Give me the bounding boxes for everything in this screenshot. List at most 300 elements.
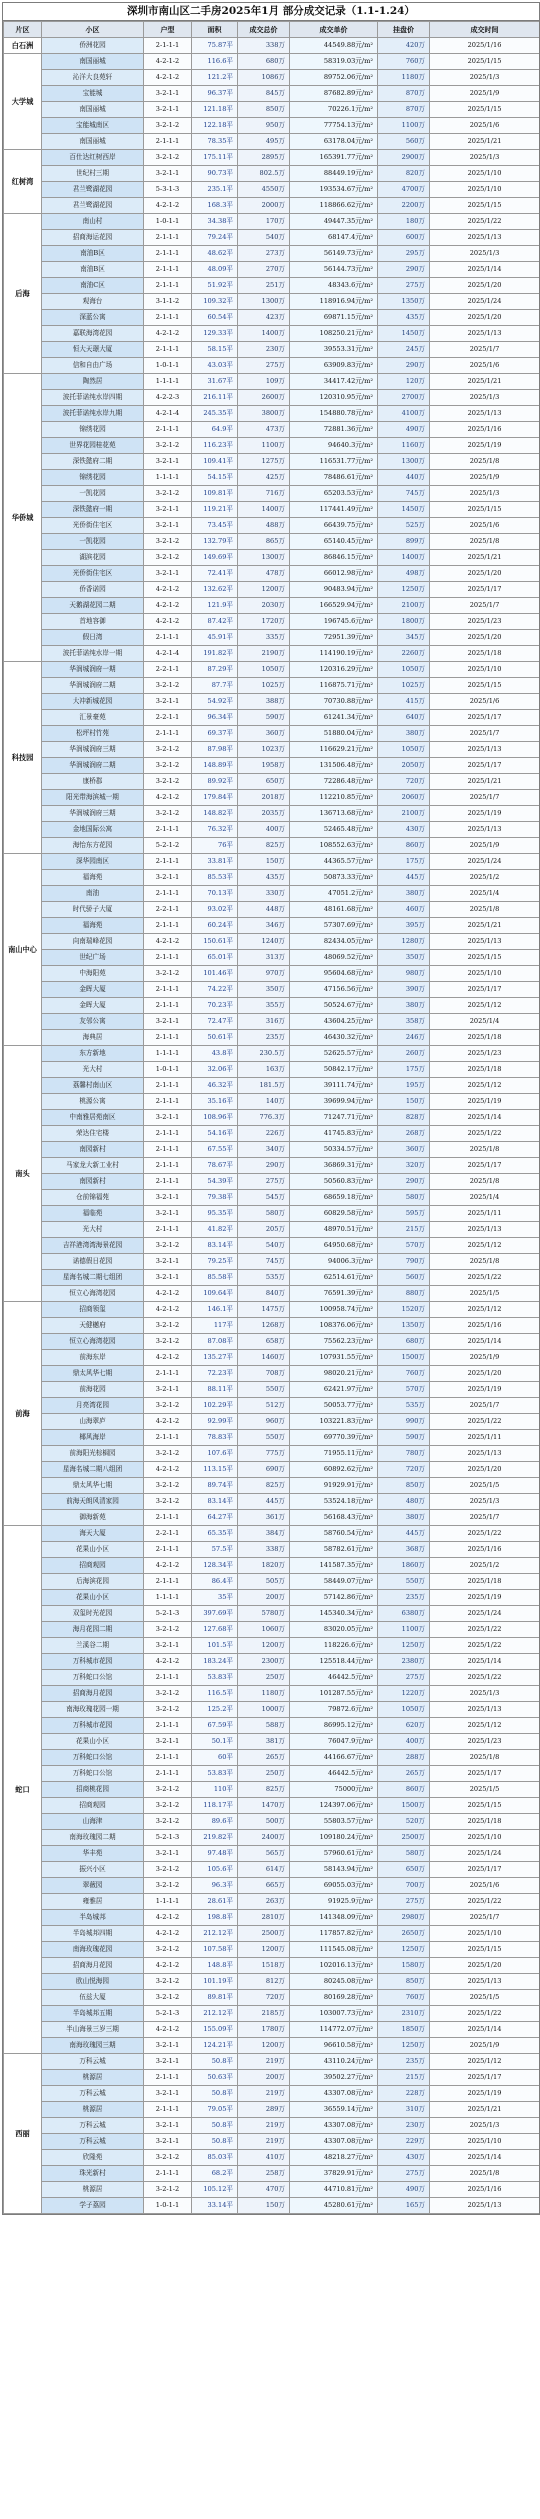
unit-price-cell: 46442.5元/m² [290,1670,378,1686]
community-cell: 伍兹大厦 [42,1990,144,2006]
area-cell: 132.62平 [192,582,238,598]
unit-price-cell: 56149.73元/m² [290,246,378,262]
listing-price-cell: 498万 [378,566,430,582]
room-type-cell: 4-2-1-2 [144,1462,192,1478]
unit-price-cell: 87682.89元/m² [290,86,378,102]
table-row [4,550,540,566]
deal-date-cell: 2025/1/22 [430,214,540,230]
deal-date-cell: 2025/1/8 [430,454,540,470]
listing-price-cell: 1250万 [378,1638,430,1654]
listing-price-cell: 1850万 [378,2022,430,2038]
deal-date-cell: 2025/1/18 [430,1030,540,1046]
deal-date-cell: 2025/1/10 [430,966,540,982]
table-row [4,374,540,390]
table-row [4,1286,540,1302]
unit-price-cell: 44365.57元/m² [290,854,378,870]
deal-date-cell: 2025/1/13 [430,822,540,838]
table-row [4,342,540,358]
unit-price-cell: 48069.52元/m² [290,950,378,966]
room-type-cell: 2-1-1-1 [144,1670,192,1686]
unit-price-cell: 124397.06元/m² [290,1798,378,1814]
table-row [4,790,540,806]
table-row [4,902,540,918]
total-price-cell: 550万 [238,1382,290,1398]
listing-price-cell: 275万 [378,278,430,294]
listing-price-cell: 1280万 [378,934,430,950]
total-price-cell: 2895万 [238,150,290,166]
area-cell: 90.73平 [192,166,238,182]
listing-price-cell: 520万 [378,1814,430,1830]
table-row [4,198,540,214]
community-cell: 山海津 [42,1814,144,1830]
district-cell: 蛇口 [4,1526,42,2054]
listing-price-cell: 850万 [378,1478,430,1494]
total-price-cell: 361万 [238,1510,290,1526]
area-cell: 146.1平 [192,1302,238,1318]
community-cell: 万科城市花园 [42,1654,144,1670]
room-type-cell: 2-1-1-1 [144,982,192,998]
community-cell: 马家龙大新工业村 [42,1158,144,1174]
area-cell: 60平 [192,1750,238,1766]
transaction-table [3,21,540,2214]
listing-price-cell: 2310万 [378,2006,430,2022]
area-cell: 105.6平 [192,1862,238,1878]
total-price-cell: 588万 [238,1718,290,1734]
room-type-cell: 3-2-1-1 [144,1014,192,1030]
room-type-cell: 3-2-1-1 [144,1846,192,1862]
room-type-cell: 2-2-1-1 [144,710,192,726]
community-cell: 花果山小区 [42,1542,144,1558]
total-price-cell: 802.5万 [238,166,290,182]
header-row [4,22,540,38]
unit-price-cell: 94640.3元/m² [290,438,378,454]
area-cell: 60.54平 [192,310,238,326]
unit-price-cell: 69770.39元/m² [290,1430,378,1446]
area-cell: 50.8平 [192,2134,238,2150]
room-type-cell: 2-1-1-1 [144,1126,192,1142]
room-type-cell: 1-0-1-1 [144,1062,192,1078]
area-cell: 219.82平 [192,1830,238,1846]
total-price-cell: 1300万 [238,294,290,310]
community-cell: 御海新苑 [42,1510,144,1526]
room-type-cell: 3-2-1-2 [144,1686,192,1702]
community-cell: 仓前锦福苑 [42,1190,144,1206]
unit-price-cell: 56144.73元/m² [290,262,378,278]
community-cell: 恒立心海湾花园 [42,1286,144,1302]
listing-price-cell: 150万 [378,1094,430,1110]
unit-price-cell: 116875.71元/m² [290,678,378,694]
area-cell: 127.68平 [192,1622,238,1638]
listing-price-cell: 860万 [378,838,430,854]
room-type-cell: 1-1-1-1 [144,470,192,486]
table-row [4,1494,540,1510]
community-cell: 椰风海岸 [42,1430,144,1446]
total-price-cell: 219万 [238,2118,290,2134]
listing-price-cell: 275万 [378,1894,430,1910]
header-district: 片区 [4,22,42,38]
deal-date-cell: 2025/1/19 [430,1382,540,1398]
transaction-sheet [2,2,540,2215]
table-row [4,326,540,342]
total-price-cell: 235万 [238,1030,290,1046]
deal-date-cell: 2025/1/16 [430,1318,540,1334]
total-price-cell: 425万 [238,470,290,486]
deal-date-cell: 2025/1/13 [430,1222,540,1238]
area-cell: 43.03平 [192,358,238,374]
listing-price-cell: 180万 [378,214,430,230]
unit-price-cell: 154880.78元/m² [290,406,378,422]
deal-date-cell: 2025/1/8 [430,1750,540,1766]
area-cell: 79.24平 [192,230,238,246]
community-cell: 金晖大厦 [42,982,144,998]
unit-price-cell: 101287.55元/m² [290,1686,378,1702]
total-price-cell: 181.5万 [238,1078,290,1094]
table-row [4,1574,540,1590]
area-cell: 96.34平 [192,710,238,726]
table-row [4,1702,540,1718]
unit-price-cell: 193534.67元/m² [290,182,378,198]
table-row [4,1158,540,1174]
deal-date-cell: 2025/1/16 [430,422,540,438]
deal-date-cell: 2025/1/9 [430,1350,540,1366]
community-cell: 汇景豪苑 [42,710,144,726]
room-type-cell: 1-1-1-1 [144,1894,192,1910]
area-cell: 79.25平 [192,1254,238,1270]
room-type-cell: 2-1-1-1 [144,1750,192,1766]
unit-price-cell: 96610.58元/m² [290,2038,378,2054]
deal-date-cell: 2025/1/5 [430,1286,540,1302]
listing-price-cell: 275万 [378,1670,430,1686]
table-row [4,934,540,950]
room-type-cell: 2-1-1-1 [144,1174,192,1190]
room-type-cell: 3-2-1-2 [144,1318,192,1334]
total-price-cell: 2035万 [238,806,290,822]
area-cell: 101.5平 [192,1638,238,1654]
area-cell: 54.16平 [192,1126,238,1142]
area-cell: 155.09平 [192,2022,238,2038]
area-cell: 46.32平 [192,1078,238,1094]
community-cell: 锦绣花园 [42,422,144,438]
total-price-cell: 1958万 [238,758,290,774]
listing-price-cell: 2100万 [378,598,430,614]
table-row [4,742,540,758]
table-row [4,1062,540,1078]
total-price-cell: 825万 [238,838,290,854]
table-row [4,1382,540,1398]
listing-price-cell: 650万 [378,1862,430,1878]
deal-date-cell: 2025/1/4 [430,1014,540,1030]
deal-date-cell: 2025/1/24 [430,854,540,870]
deal-date-cell: 2025/1/7 [430,598,540,614]
table-row [4,950,540,966]
area-cell: 50.61平 [192,1030,238,1046]
table-row [4,214,540,230]
room-type-cell: 2-1-1-1 [144,278,192,294]
total-price-cell: 825万 [238,1478,290,1494]
area-cell: 87.42平 [192,614,238,630]
room-type-cell: 3-2-1-1 [144,102,192,118]
listing-price-cell: 460万 [378,902,430,918]
listing-price-cell: 860万 [378,1782,430,1798]
room-type-cell: 2-1-1-1 [144,246,192,262]
room-type-cell: 3-2-1-2 [144,1494,192,1510]
community-cell: 阳光带海滨城一期 [42,790,144,806]
total-price-cell: 205万 [238,1222,290,1238]
table-row [4,1590,540,1606]
total-price-cell: 400万 [238,822,290,838]
area-cell: 85.58平 [192,1270,238,1286]
unit-price-cell: 66439.75元/m² [290,518,378,534]
table-row [4,1334,540,1350]
listing-price-cell: 990万 [378,1414,430,1430]
area-cell: 96.3平 [192,1878,238,1894]
community-cell: 光大村 [42,1062,144,1078]
deal-date-cell: 2025/1/22 [430,1526,540,1542]
listing-price-cell: 535万 [378,1398,430,1414]
table-row [4,1174,540,1190]
room-type-cell: 3-2-1-2 [144,550,192,566]
area-cell: 135.27平 [192,1350,238,1366]
room-type-cell: 2-1-1-1 [144,1574,192,1590]
deal-date-cell: 2025/1/12 [430,1238,540,1254]
deal-date-cell: 2025/1/13 [430,1446,540,1462]
listing-price-cell: 6380万 [378,1606,430,1622]
unit-price-cell: 145340.34元/m² [290,1606,378,1622]
listing-price-cell: 380万 [378,726,430,742]
listing-price-cell: 380万 [378,998,430,1014]
room-type-cell: 3-2-1-1 [144,566,192,582]
total-price-cell: 2030万 [238,598,290,614]
area-cell: 78.67平 [192,1158,238,1174]
total-price-cell: 290万 [238,1158,290,1174]
deal-date-cell: 2025/1/15 [430,54,540,70]
listing-price-cell: 245万 [378,342,430,358]
room-type-cell: 3-2-1-2 [144,678,192,694]
area-cell: 35平 [192,1590,238,1606]
listing-price-cell: 1250万 [378,2038,430,2054]
table-row [4,886,540,902]
listing-price-cell: 525万 [378,518,430,534]
area-cell: 72.23平 [192,1366,238,1382]
listing-price-cell: 260万 [378,1046,430,1062]
room-type-cell: 2-1-1-1 [144,262,192,278]
table-row [4,2070,540,2086]
unit-price-cell: 111545.08元/m² [290,1942,378,1958]
unit-price-cell: 50524.67元/m² [290,998,378,1014]
deal-date-cell: 2025/1/15 [430,502,540,518]
table-row [4,1462,540,1478]
total-price-cell: 384万 [238,1526,290,1542]
deal-date-cell: 2025/1/2 [430,1558,540,1574]
deal-date-cell: 2025/1/24 [430,1606,540,1622]
deal-date-cell: 2025/1/6 [430,694,540,710]
deal-date-cell: 2025/1/4 [430,1190,540,1206]
listing-price-cell: 490万 [378,2182,430,2198]
total-price-cell: 445万 [238,1494,290,1510]
unit-price-cell: 116629.21元/m² [290,742,378,758]
header-room-type: 户型 [144,22,192,38]
room-type-cell: 3-2-1-2 [144,1862,192,1878]
unit-price-cell: 43604.25元/m² [290,1014,378,1030]
room-type-cell: 2-1-1-1 [144,630,192,646]
deal-date-cell: 2025/1/14 [430,262,540,278]
area-cell: 102.29平 [192,1398,238,1414]
area-cell: 116.23平 [192,438,238,454]
community-cell: 南油B区 [42,262,144,278]
area-cell: 85.53平 [192,870,238,886]
room-type-cell: 4-2-1-2 [144,934,192,950]
community-cell: 南国丽城 [42,134,144,150]
total-price-cell: 150万 [238,854,290,870]
table-row [4,1670,540,1686]
deal-date-cell: 2025/1/17 [430,2070,540,2086]
area-cell: 67.55平 [192,1142,238,1158]
total-price-cell: 273万 [238,246,290,262]
total-price-cell: 258万 [238,2166,290,2182]
unit-price-cell: 60829.58元/m² [290,1206,378,1222]
listing-price-cell: 268万 [378,1126,430,1142]
community-cell: 桃源居 [42,2182,144,2198]
table-row [4,518,540,534]
total-price-cell: 1400万 [238,502,290,518]
listing-price-cell: 2650万 [378,1926,430,1942]
area-cell: 149.69平 [192,550,238,566]
listing-price-cell: 228万 [378,2086,430,2102]
room-type-cell: 2-1-1-1 [144,1078,192,1094]
table-row [4,230,540,246]
unit-price-cell: 80169.28元/m² [290,1990,378,2006]
unit-price-cell: 50873.33元/m² [290,870,378,886]
table-row [4,118,540,134]
unit-price-cell: 75000元/m² [290,1782,378,1798]
community-cell: 华润城润府二期 [42,758,144,774]
deal-date-cell: 2025/1/11 [430,1206,540,1222]
room-type-cell: 3-2-1-1 [144,1638,192,1654]
listing-price-cell: 680万 [378,1334,430,1350]
deal-date-cell: 2025/1/20 [430,310,540,326]
area-cell: 107.6平 [192,1446,238,1462]
total-price-cell: 565万 [238,1846,290,1862]
listing-price-cell: 1180万 [378,70,430,86]
listing-price-cell: 580万 [378,1846,430,1862]
listing-price-cell: 1500万 [378,1350,430,1366]
table-row [4,1046,540,1062]
total-price-cell: 580万 [238,1206,290,1222]
header-deal-date: 成交时间 [430,22,540,38]
area-cell: 216.11平 [192,390,238,406]
total-price-cell: 448万 [238,902,290,918]
area-cell: 50.8平 [192,2086,238,2102]
listing-price-cell: 1250万 [378,582,430,598]
unit-price-cell: 75562.23元/m² [290,1334,378,1350]
area-cell: 150.61平 [192,934,238,950]
area-cell: 108.96平 [192,1110,238,1126]
listing-price-cell: 358万 [378,1014,430,1030]
deal-date-cell: 2025/1/8 [430,1142,540,1158]
community-cell: 嘉联海湾花园 [42,326,144,342]
room-type-cell: 3-2-1-2 [144,1990,192,2006]
total-price-cell: 776.3万 [238,1110,290,1126]
total-price-cell: 1100万 [238,438,290,454]
area-cell: 60.24平 [192,918,238,934]
community-cell: 诺德假日花园 [42,1254,144,1270]
area-cell: 57.5平 [192,1542,238,1558]
district-cell: 南头 [4,1046,42,1302]
total-price-cell: 219万 [238,2134,290,2150]
listing-price-cell: 345万 [378,630,430,646]
total-price-cell: 495万 [238,134,290,150]
deal-date-cell: 2025/1/6 [430,1878,540,1894]
community-cell: 万科云城 [42,2134,144,2150]
table-row [4,390,540,406]
unit-price-cell: 50560.83元/m² [290,1174,378,1190]
deal-date-cell: 2025/1/17 [430,758,540,774]
room-type-cell: 4-2-1-2 [144,1350,192,1366]
table-row [4,438,540,454]
area-cell: 89.74平 [192,1478,238,1494]
table-row [4,262,540,278]
room-type-cell: 4-2-1-2 [144,2022,192,2038]
deal-date-cell: 2025/1/10 [430,166,540,182]
deal-date-cell: 2025/1/20 [430,1462,540,1478]
table-row [4,710,540,726]
listing-price-cell: 4100万 [378,406,430,422]
room-type-cell: 3-2-1-1 [144,1254,192,1270]
total-price-cell: 850万 [238,102,290,118]
deal-date-cell: 2025/1/17 [430,982,540,998]
area-cell: 54.92平 [192,694,238,710]
community-cell: 光大村 [42,1222,144,1238]
deal-date-cell: 2025/1/7 [430,726,540,742]
community-cell: 招商观园 [42,1558,144,1574]
area-cell: 125.2平 [192,1702,238,1718]
deal-date-cell: 2025/1/15 [430,1942,540,1958]
unit-price-cell: 166529.94元/m² [290,598,378,614]
community-cell: 南海玫瑰花园一期 [42,1702,144,1718]
deal-date-cell: 2025/1/3 [430,150,540,166]
table-row [4,1782,540,1798]
unit-price-cell: 48161.68元/m² [290,902,378,918]
community-cell: 天鹅湖花园二期 [42,598,144,614]
room-type-cell: 3-2-1-2 [144,1878,192,1894]
table-row [4,1222,540,1238]
unit-price-cell: 72951.39元/m² [290,630,378,646]
room-type-cell: 2-1-1-1 [144,1222,192,1238]
listing-price-cell: 435万 [378,310,430,326]
table-row [4,1110,540,1126]
listing-price-cell: 175万 [378,1062,430,1078]
area-cell: 78.83平 [192,1430,238,1446]
deal-date-cell: 2025/1/16 [430,2182,540,2198]
table-row [4,1302,540,1318]
total-price-cell: 1180万 [238,1686,290,1702]
unit-price-cell: 71247.71元/m² [290,1110,378,1126]
table-row [4,918,540,934]
unit-price-cell: 41745.83元/m² [290,1126,378,1142]
table-row [4,102,540,118]
area-cell: 235.1平 [192,182,238,198]
unit-price-cell: 36559.14元/m² [290,2102,378,2118]
community-cell: 花果山小区 [42,1734,144,1750]
deal-date-cell: 2025/1/7 [430,342,540,358]
total-price-cell: 1060万 [238,1622,290,1638]
deal-date-cell: 2025/1/20 [430,630,540,646]
total-price-cell: 2190万 [238,646,290,662]
area-cell: 87.29平 [192,662,238,678]
listing-price-cell: 1160万 [378,438,430,454]
area-cell: 121.2平 [192,70,238,86]
deal-date-cell: 2025/1/7 [430,790,540,806]
